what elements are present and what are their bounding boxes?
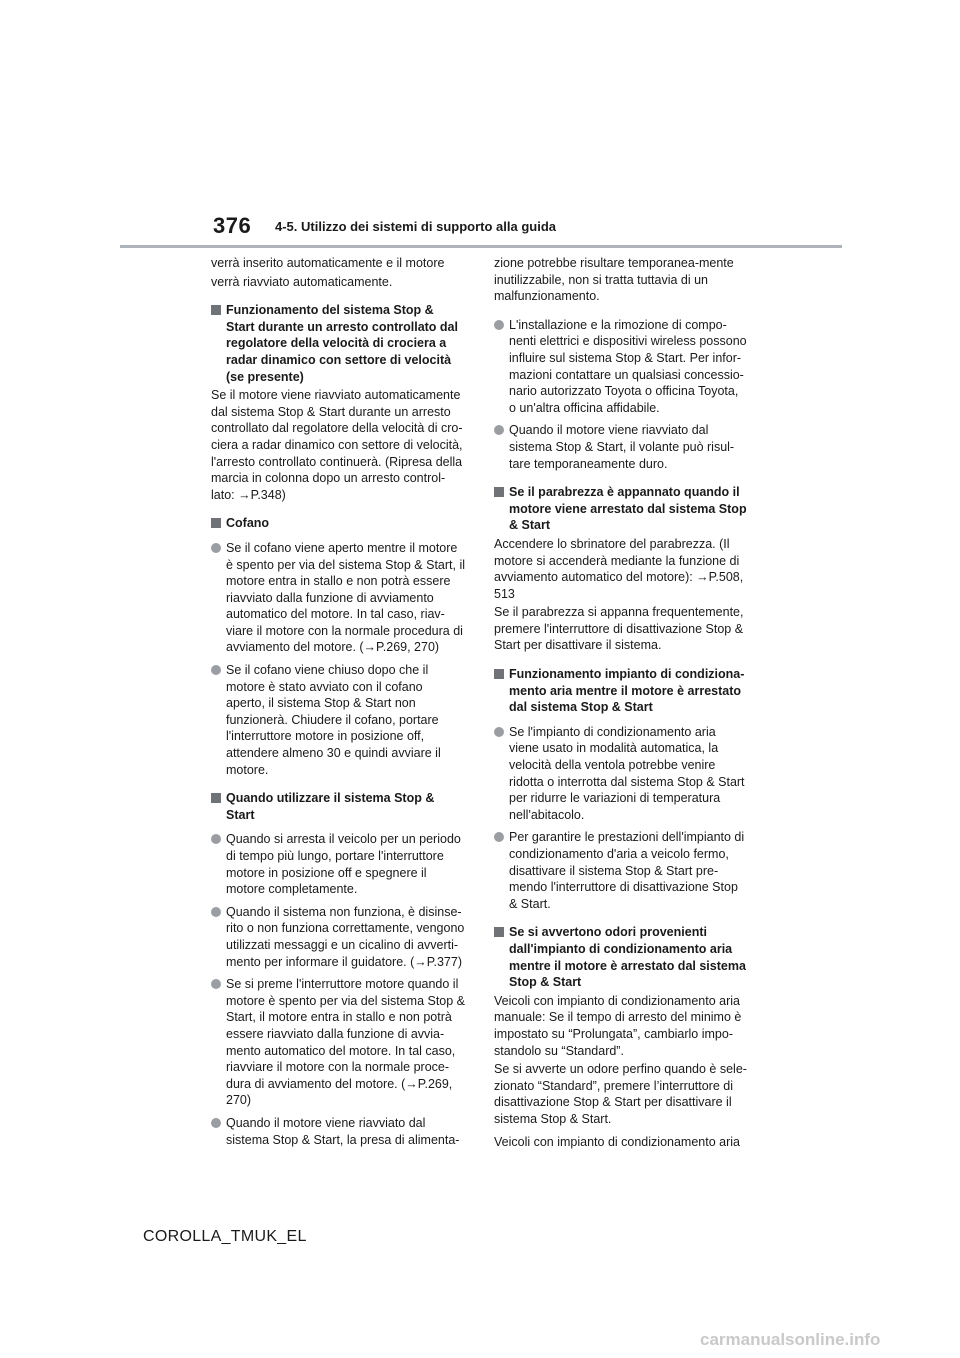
model-code: COROLLA_TMUK_EL xyxy=(143,1228,307,1245)
square-bullet-icon xyxy=(494,669,504,679)
list-item xyxy=(211,540,465,656)
list-item-text: Se l'impianto di condizionamento aria viene usato in modalità automatica, la velocità della ventola potrebbe venire ridotta o interrotta dal sistema Stop & Start per ridurre le variazioni di temperatura nell'abitacolo. xyxy=(509,724,745,822)
section-heading xyxy=(211,515,465,532)
section-heading xyxy=(211,302,465,385)
list-item-text: Quando si arresta il veicolo per un periodo di tempo più lungo, portare l'interruttore motore in posizione off e spegnere il motore completamente. xyxy=(226,832,461,897)
watermark: carmanualsonline.info xyxy=(700,1330,881,1349)
circle-bullet-icon xyxy=(494,320,504,330)
heading-text: Funzionamento impianto di condiziona-mento aria mentre il motore è arrestato dal sistema Stop & Start xyxy=(509,667,745,715)
circle-bullet-icon xyxy=(494,832,504,842)
list-item-text: Se il cofano viene chiuso dopo che il motore è stato avviato con il cofano aperto, il sistema Stop & Start non funzionerà. Chiudere il cofano, portare l'interruttore motore in posizione off, attendere almeno 30 e quindi avviare il motore. xyxy=(226,663,441,777)
circle-bullet-icon xyxy=(494,727,504,737)
square-bullet-icon xyxy=(211,518,221,528)
circle-bullet-icon xyxy=(494,425,504,435)
paragraph: Se il motore viene riavviato automaticamente dal sistema Stop & Start durante un arresto controllato dal regolatore della velocità di cro-ciera a radar dinamico con settore di velocità, l'arresto controllato continuerà. (Ripresa della marcia in colonna dopo un arresto control-lato: →P.348) xyxy=(211,388,463,502)
square-bullet-icon xyxy=(494,487,504,497)
paragraph: Accendere lo sbrinatore del parabrezza. (Il motore si accenderà mediante la funzione di avviamento automatico del motore): →P.508, 513 xyxy=(494,536,744,601)
section-heading xyxy=(211,790,465,823)
heading-text: Se il parabrezza è appannato quando il motore viene arrestato dal sistema Stop & Start xyxy=(509,485,747,533)
list-item xyxy=(211,831,465,897)
list-item xyxy=(211,662,465,778)
paragraph: zione potrebbe risultare temporanea-mente inutilizzabile, non si tratta tuttavia di un malfunzionamento. xyxy=(494,256,734,304)
section-heading xyxy=(494,924,748,990)
list-item xyxy=(211,904,465,970)
heading-text: Cofano xyxy=(226,516,270,531)
right-column xyxy=(494,255,748,1156)
list-item-text: Se si preme l'interruttore motore quando il motore è spento per via del sistema Stop & Start, il motore entra in stallo e non potrà essere riavviato dalla funzione di avvia-mento automatico del motore. In tal caso, riavviare il motore con la normale proce-dura di avviamento del motore. (→P.269, 270) xyxy=(226,977,466,1108)
section-title: 4-5. Utilizzo dei sistemi di supporto alla guida xyxy=(275,219,556,234)
circle-bullet-icon xyxy=(211,665,221,675)
paragraph: Veicoli con impianto di condizionamento aria xyxy=(494,1134,740,1149)
section-heading xyxy=(494,666,748,716)
list-item xyxy=(211,1115,465,1148)
list-item-text: Se il cofano viene aperto mentre il motore è spento per via del sistema Stop & Start, il motore entra in stallo e non potrà essere riavviato dalla funzione di avviamento automatico del motore. In tal caso, riav-viare il motore con la normale procedura di avviamento del motore. (→P.269, 270) xyxy=(226,540,466,655)
square-bullet-icon xyxy=(494,927,504,937)
square-bullet-icon xyxy=(211,793,221,803)
square-bullet-icon xyxy=(211,305,221,315)
heading-text: Se si avvertono odori provenienti dall'impianto di condizionamento aria mentre il motore è arrestato dal sistema Stop & Start xyxy=(509,925,746,990)
list-item xyxy=(211,976,465,1109)
section-heading xyxy=(494,484,748,534)
page-number: 376 xyxy=(213,213,252,238)
circle-bullet-icon xyxy=(211,1118,221,1128)
heading-text: Quando utilizzare il sistema Stop & Start xyxy=(226,791,435,822)
circle-bullet-icon xyxy=(211,979,221,989)
list-item xyxy=(494,829,748,912)
list-item xyxy=(494,724,748,824)
list-item-text: Quando il sistema non funziona, è disinse-rito o non funziona correttamente, vengono utilizzati messaggi e un cicalino di avverti-mento per informare il guidatore. (→P.377) xyxy=(226,904,465,969)
heading-text: Funzionamento del sistema Stop & Start durante un arresto controllato dal regolatore della velocità di crociera a radar dinamico con settore di velocità (se presente) xyxy=(226,303,458,384)
circle-bullet-icon xyxy=(211,907,221,917)
paragraph: Se il parabrezza si appanna frequentemente, premere l'interruttore di disattivazione Stop & Start per disattivare il sistema. xyxy=(494,605,744,653)
paragraph: verrà inserito automaticamente e il motore xyxy=(211,256,445,270)
circle-bullet-icon xyxy=(211,834,221,844)
list-item xyxy=(494,422,748,472)
circle-bullet-icon xyxy=(211,543,221,553)
list-item-text: Quando il motore viene riavviato dal sistema Stop & Start, il volante può risul-tare temporaneamente duro. xyxy=(509,423,735,471)
paragraph: Veicoli con impianto di condizionamento aria manuale: Se il tempo di arresto del minimo è impostato su “Prolungata”, cambiarlo impo-standolo su “Standard”. xyxy=(494,993,742,1058)
list-item-text: Per garantire le prestazioni dell'impianto di condizionamento d'aria a veicolo fermo, disattivare il sistema Stop & Start pre-mendo l'interruttore di disattivazione Stop & Start. xyxy=(509,830,745,911)
list-item xyxy=(494,317,748,417)
list-item-text: L'installazione e la rimozione di compo-nenti elettrici e dispositivi wireless possono influire sul sistema Stop & Start. Per infor-mazioni contattare un qualsiasi concessio-nario autorizzato Toyota o officina Toyota, o un'altra officina affidabile. xyxy=(509,317,747,415)
paragraph: verrà riavviato automaticamente. xyxy=(211,274,393,289)
page-header xyxy=(0,0,960,250)
list-item-text: Quando il motore viene riavviato dal sistema Stop & Start, la presa di alimenta- xyxy=(226,1115,460,1147)
left-column xyxy=(211,255,465,1154)
header-divider xyxy=(120,245,842,248)
paragraph: Se si avverte un odore perfino quando è sele-zionato “Standard”, premere l’interruttore di disattivazione Stop & Start per disattivare il sistema Stop & Start. xyxy=(494,1062,747,1126)
